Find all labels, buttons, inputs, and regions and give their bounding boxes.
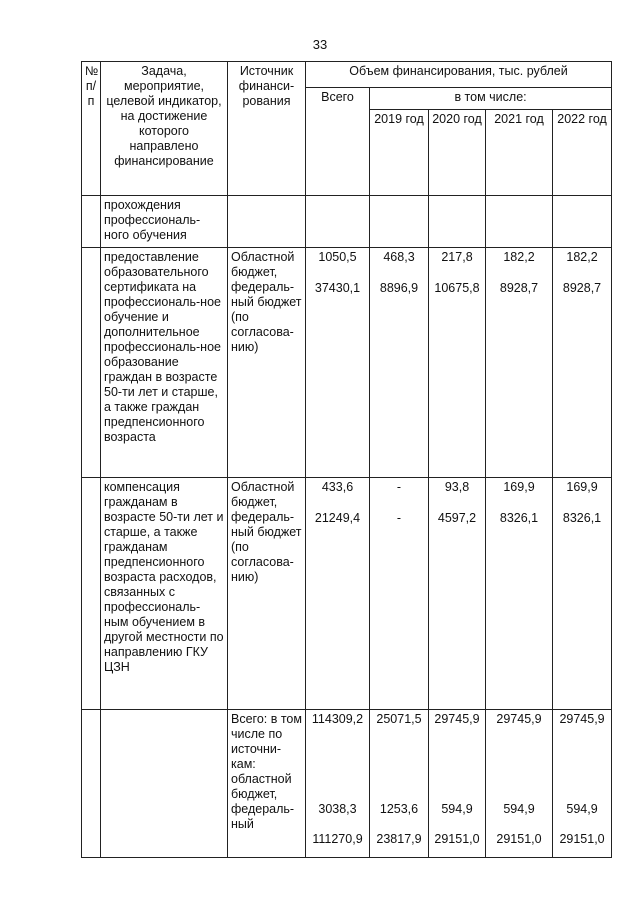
header-including: в том числе:: [370, 88, 612, 110]
cell-source: [228, 196, 306, 248]
cell-total: [306, 196, 370, 248]
cell-total: 114309,2 3038,3 111270,9: [306, 710, 370, 858]
cell-2019: [370, 196, 429, 248]
cell-2019: 468,3 8896,9: [370, 248, 429, 478]
totals-label-all: Всего: в том числе по источни-кам:: [231, 712, 302, 771]
cell-source: [228, 710, 306, 858]
header-2021: 2021 год: [486, 110, 553, 196]
header-2019: 2019 год: [370, 110, 429, 196]
table-row: [82, 478, 612, 710]
cell-num: [82, 478, 101, 710]
cell-num: [82, 248, 101, 478]
cell-2021: [486, 196, 553, 248]
cell-2019: 25071,5 1253,6 23817,9: [370, 710, 429, 858]
cell-task: [101, 710, 228, 858]
cell-task: прохождения профессиональ-ного обучения: [101, 196, 228, 248]
cell-2020: [429, 196, 486, 248]
cell-source: Областной бюджет, федераль-ный бюджет (по согласова-нию): [228, 478, 306, 710]
cell-2022: 182,2 8928,7: [553, 248, 612, 478]
header-volume: Объем финансирования, тыс. рублей: [306, 62, 612, 88]
totals-label-regional: областной бюджет,: [231, 772, 292, 801]
cell-2020: 217,8 10675,8: [429, 248, 486, 478]
totals-row: [82, 710, 612, 858]
cell-2022: 169,9 8326,1: [553, 478, 612, 710]
header-2022: 2022 год: [553, 110, 612, 196]
header-2020: 2020 год: [429, 110, 486, 196]
header-task: Задача, мероприятие, целевой индикатор, на достижение которого направлено финансирование: [101, 62, 228, 196]
totals-label-federal: федераль-ный: [231, 802, 295, 831]
cell-2020: 29745,9 594,9 29151,0: [429, 710, 486, 858]
header-source: Источник финанси-рования: [228, 62, 306, 196]
cell-2019: - -: [370, 478, 429, 710]
cell-total: 1050,5 37430,1: [306, 248, 370, 478]
cell-2020: 93,8 4597,2: [429, 478, 486, 710]
cell-task: компенсация гражданам в возрасте 50-ти лет и старше, а также гражданам предпенсионного возраста расходов, связанных с профессиональ-ным обучением в другой местности по направлению ГКУ ЦЗН: [101, 478, 228, 710]
financing-table: [81, 61, 612, 858]
cell-2022: [553, 196, 612, 248]
cell-2021: 182,2 8928,7: [486, 248, 553, 478]
cell-2021: 29745,9 594,9 29151,0: [486, 710, 553, 858]
table-row: [82, 248, 612, 478]
cell-num: [82, 196, 101, 248]
header-num: № п/п: [82, 62, 101, 196]
table-row: [82, 196, 612, 248]
cell-task: предоставление образовательного сертификата на профессиональ-ное обучение и дополнительное профессиональ-ное образование граждан в возрасте 50-ти лет и старше, а также граждан предпенсионного возраста: [101, 248, 228, 478]
header-total: Всего: [306, 88, 370, 196]
cell-2021: 169,9 8326,1: [486, 478, 553, 710]
cell-num: [82, 710, 101, 858]
cell-source: Областной бюджет, федераль-ный бюджет (по согласова-нию): [228, 248, 306, 478]
page-number: 33: [312, 37, 328, 52]
cell-total: 433,6 21249,4: [306, 478, 370, 710]
cell-2022: 29745,9 594,9 29151,0: [553, 710, 612, 858]
